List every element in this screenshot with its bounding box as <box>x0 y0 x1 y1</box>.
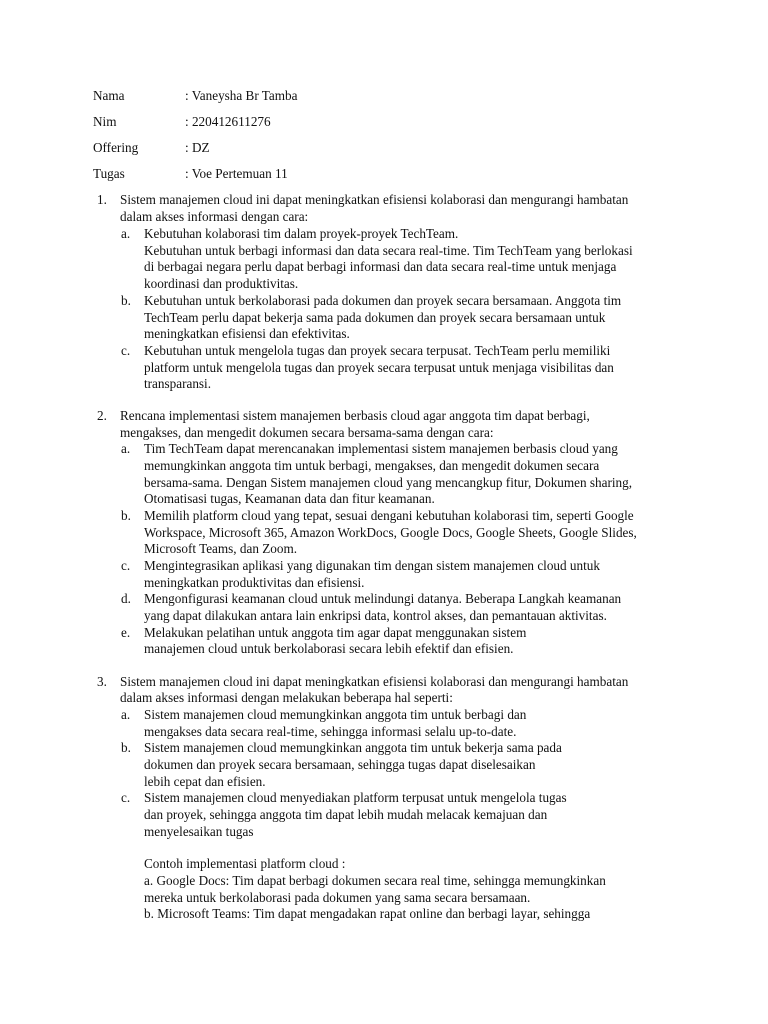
sub-item-line: Workspace, Microsoft 365, Amazon WorkDocs, Google Docs, Google Sheets, Google Slides, <box>144 525 637 540</box>
sub-item-marker: b. <box>121 293 131 308</box>
sub-item-line: Kebutuhan kolaborasi tim dalam proyek-proyek TechTeam. <box>144 226 459 241</box>
header-tugas-row <box>93 165 288 183</box>
question-intro-line: dalam akses informasi dengan cara: <box>120 209 309 224</box>
sub-item-line: meningkatkan efisiensi dan efektivitas. <box>144 326 350 341</box>
sub-item-line: Memilih platform cloud yang tepat, sesuai dengani kebutuhan kolaborasi tim, seperti Google <box>144 508 634 523</box>
sub-item-line: Mengonfigurasi keamanan cloud untuk melindungi datanya. Beberapa Langkah keamanan <box>144 591 622 606</box>
header-offering-row <box>93 139 210 157</box>
sub-item-line: dokumen dan proyek secara bersamaan, sehingga tugas dapat diselesaikan <box>144 757 536 772</box>
sub-item-marker: a. <box>121 441 131 456</box>
question-intro-line: dalam akses informasi dengan melakukan beberapa hal seperti: <box>120 690 453 705</box>
sub-item-line: manajemen cloud untuk berkolaborasi secara lebih efektif dan efisien. <box>144 641 514 656</box>
question-intro-line: Sistem manajemen cloud ini dapat meningkatkan efisiensi kolaborasi dan mengurangi hambatan <box>120 192 629 207</box>
contoh-heading: Contoh implementasi platform cloud : <box>144 856 346 871</box>
question-number: 2. <box>97 408 107 423</box>
sub-item-line: Kebutuhan untuk berkolaborasi pada dokumen dan proyek secara bersamaan. Anggota tim <box>144 293 622 308</box>
sub-item-line: Microsoft Teams, dan Zoom. <box>144 541 298 556</box>
sub-item-line: koordinasi dan produktivitas. <box>144 276 299 291</box>
question-number: 1. <box>97 192 107 207</box>
nama-value: : Vaneysha Br Tamba <box>185 88 298 103</box>
sub-item-line: Otomatisasi tugas, Keamanan data dan fitur keamanan. <box>144 491 435 506</box>
sub-item-line: meningkatkan produktivitas dan efisiensi. <box>144 575 365 590</box>
sub-item-line: Sistem manajemen cloud memungkinkan anggota tim untuk berbagi dan <box>144 707 527 722</box>
sub-item-marker: a. <box>121 707 131 722</box>
contoh-line: a. Google Docs: Tim dapat berbagi dokumen secara real time, sehingga memungkinkan <box>144 873 606 888</box>
sub-item-line: Mengintegrasikan aplikasi yang digunakan tim dengan sistem manajemen cloud untuk <box>144 558 600 573</box>
sub-item-line: mengakses data secara real-time, sehingga informasi selalu up-to-date. <box>144 724 517 739</box>
sub-item-line: menyelesaikan tugas <box>144 824 254 839</box>
nim-label: Nim <box>93 114 117 129</box>
question-intro-line: mengakses, dan mengedit dokumen secara bersama-sama dengan cara: <box>120 425 494 440</box>
tugas-label: Tugas <box>93 166 125 181</box>
sub-item-marker: e. <box>121 625 131 640</box>
sub-item-marker: b. <box>121 740 131 755</box>
sub-item-line: lebih cepat dan efisien. <box>144 774 266 789</box>
header-nama-row <box>93 87 298 105</box>
contoh-line: mereka untuk berkolaborasi pada dokumen yang sama secara bersamaan. <box>144 890 531 905</box>
header-nim-row <box>93 113 271 131</box>
offering-value: : DZ <box>185 140 210 155</box>
sub-item-marker: b. <box>121 508 131 523</box>
sub-item-line: bersama-sama. Dengan Sistem manajemen cloud yang mencangkup fitur, Dokumen sharing, <box>144 475 633 490</box>
tugas-value: : Voe Pertemuan 11 <box>185 166 288 181</box>
sub-item-line: Sistem manajemen cloud memungkinkan anggota tim untuk bekerja sama pada <box>144 740 562 755</box>
sub-item-line: Kebutuhan untuk mengelola tugas dan proyek secara terpusat. TechTeam perlu memiliki <box>144 343 611 358</box>
nim-value: : 220412611276 <box>185 114 271 129</box>
sub-item-marker: c. <box>121 790 131 805</box>
nama-label: Nama <box>93 88 125 103</box>
sub-item-line: Melakukan pelatihan untuk anggota tim agar dapat menggunakan sistem <box>144 625 527 640</box>
sub-item-line: Tim TechTeam dapat merencanakan implementasi sistem manajemen berbasis cloud yang <box>144 441 618 456</box>
sub-item-line: platform untuk mengelola tugas dan proyek secara terpusat untuk menjaga visibilitas dan <box>144 360 614 375</box>
sub-item-marker: d. <box>121 591 131 606</box>
sub-item-line: memungkinkan anggota tim untuk berbagi, mengakses, dan mengedit dokumen secara <box>144 458 600 473</box>
question-intro-line: Rencana implementasi sistem manajemen berbasis cloud agar anggota tim dapat berbagi, <box>120 408 590 423</box>
question-number: 3. <box>97 674 107 689</box>
sub-item-line: dan proyek, sehingga anggota tim dapat lebih mudah melacak kemajuan dan <box>144 807 548 822</box>
sub-item-line: di berbagai negara perlu dapat berbagi informasi dan data secara real-time untuk menjaga <box>144 259 617 274</box>
sub-item-marker: a. <box>121 226 131 241</box>
sub-item-marker: c. <box>121 343 131 358</box>
contoh-line: b. Microsoft Teams: Tim dapat mengadakan rapat online dan berbagi layar, sehingga <box>144 906 591 921</box>
sub-item-marker: c. <box>121 558 131 573</box>
sub-item-line: yang dapat dilakukan antara lain enkripsi data, kontrol akses, dan pemantauan aktivitas. <box>144 608 607 623</box>
sub-item-line: transparansi. <box>144 376 212 391</box>
offering-label: Offering <box>93 140 139 155</box>
sub-item-line: TechTeam perlu dapat bekerja sama pada dokumen dan proyek secara bersamaan untuk <box>144 310 606 325</box>
sub-item-line: Sistem manajemen cloud menyediakan platform terpusat untuk mengelola tugas <box>144 790 567 805</box>
sub-item-line: Kebutuhan untuk berbagi informasi dan data secara real-time. Tim TechTeam yang berlokasi <box>144 243 633 258</box>
question-intro-line: Sistem manajemen cloud ini dapat meningkatkan efisiensi kolaborasi dan mengurangi hambatan <box>120 674 629 689</box>
